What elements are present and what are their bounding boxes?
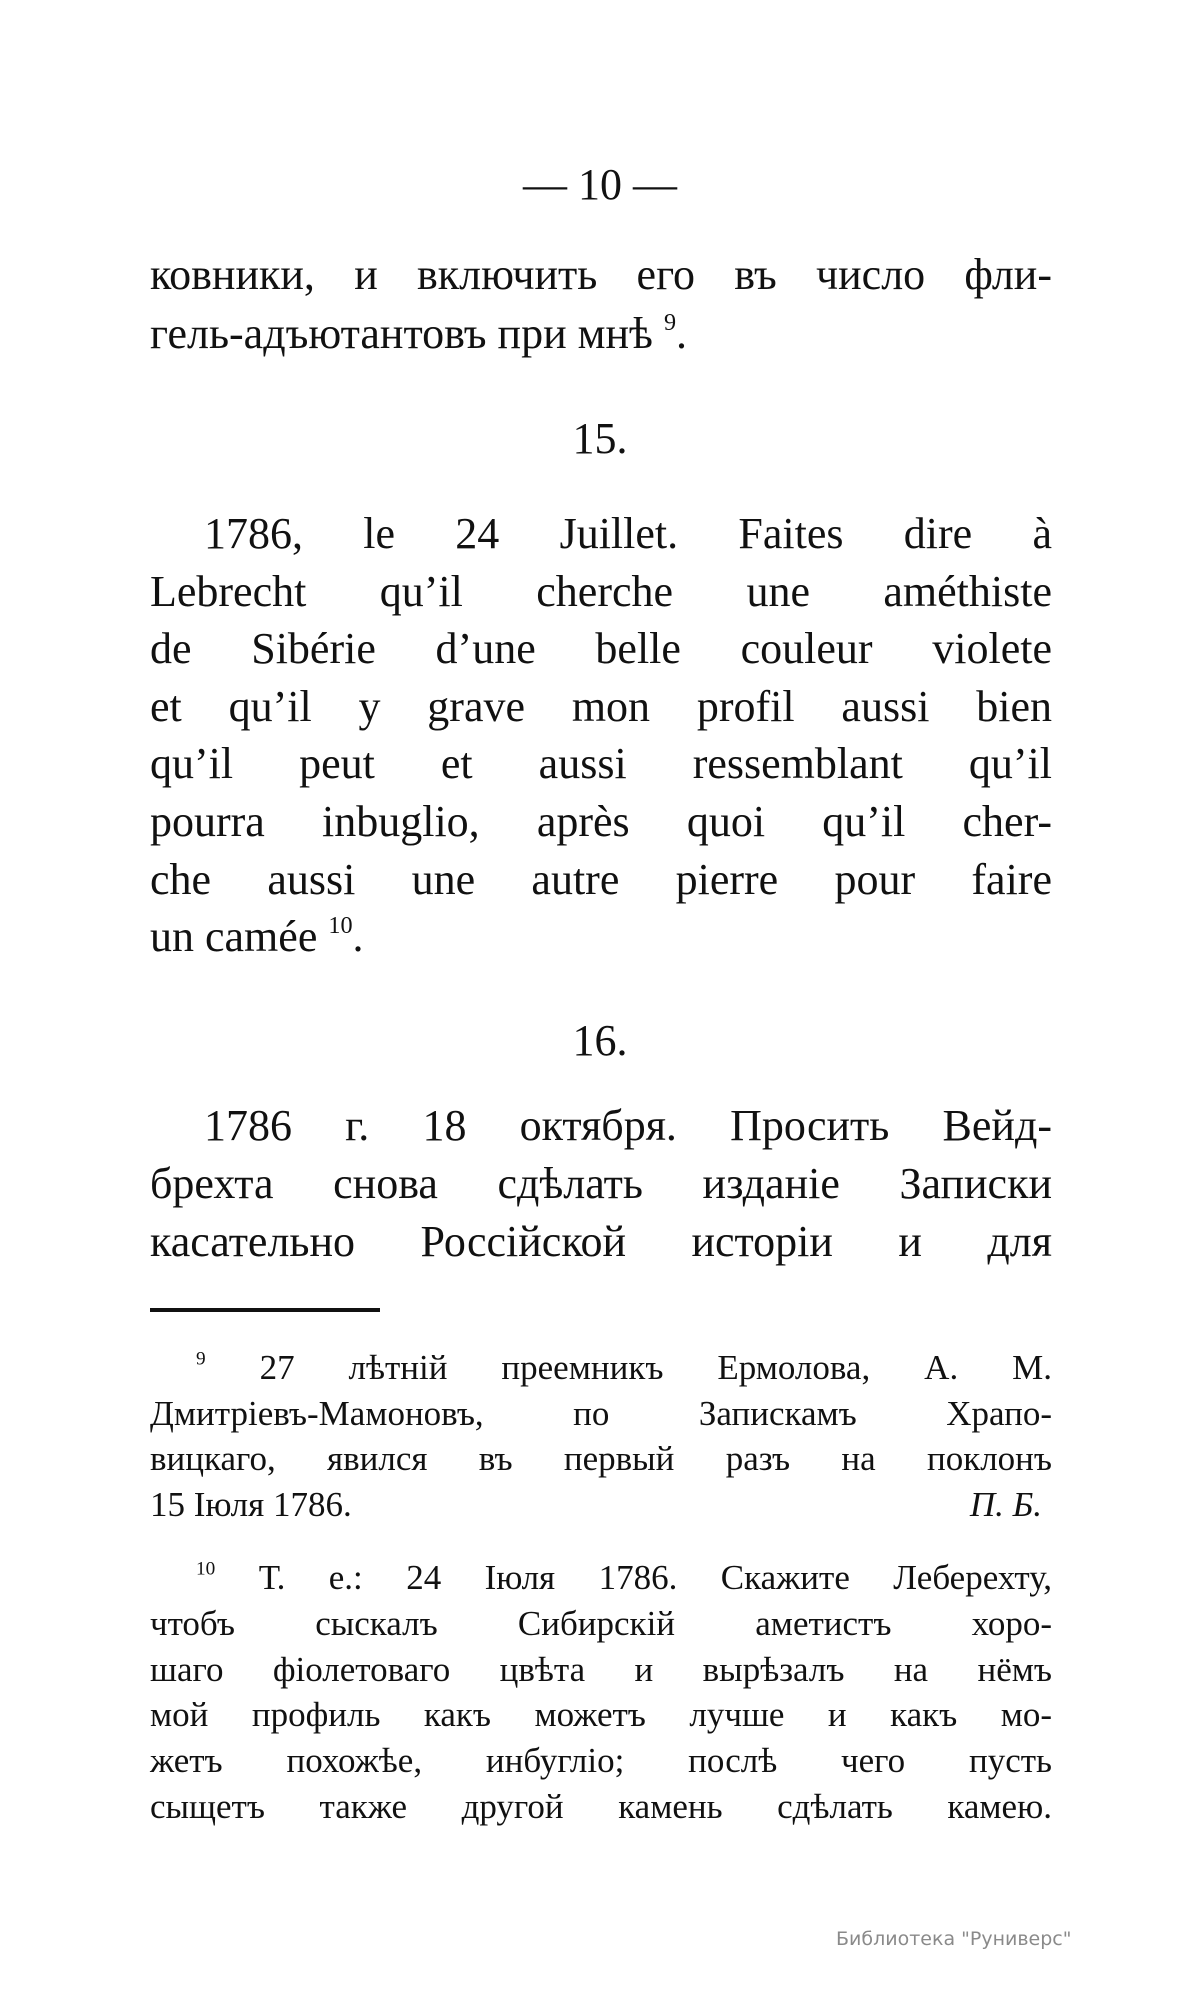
text-line xyxy=(150,304,1052,363)
entry-number-15: 15. xyxy=(572,414,628,463)
text-line: de Sibérie d’une belle couleur violete xyxy=(150,624,1052,674)
text-line-content: гель-адъютантовъ при мнѣ xyxy=(150,309,653,358)
punctuation: . xyxy=(676,309,688,358)
footnote-separator xyxy=(150,1308,380,1312)
page-number: — 10 — xyxy=(523,160,677,209)
entry-number-16: 16. xyxy=(572,1016,628,1065)
text-line: 1786 г. 18 октября. Просить Вейд- xyxy=(204,1101,1052,1150)
text-line: чтобъ сыскалъ Сибирскій аметистъ хоро- xyxy=(150,1603,1052,1643)
text-line: et qu’il y grave mon profil aussi bien xyxy=(150,681,1052,731)
text-line: сыщетъ также другой камень сдѣлать камею. xyxy=(150,1786,1052,1826)
footnote-marker: 10 xyxy=(196,1558,216,1580)
text-line-content: 15 Іюля 1786. xyxy=(150,1484,352,1524)
text-line xyxy=(150,1555,1052,1601)
text-line xyxy=(150,908,1052,966)
text-line: мой профиль какъ можетъ лучше и какъ мо- xyxy=(150,1695,1052,1735)
entry-15-paragraph xyxy=(150,505,1052,966)
entry-16-paragraph xyxy=(150,1097,1052,1271)
text-line xyxy=(150,1345,1052,1391)
text-line: pourra inbuglio, après quoi qu’il cher- xyxy=(150,796,1052,846)
text-line: касательно Россійской исторіи и для xyxy=(150,1217,1052,1266)
text-line: Дмитріевъ-Мамоновъ, по Запискамъ Храпо- xyxy=(150,1393,1052,1433)
footnote-10 xyxy=(150,1555,1052,1830)
text-line xyxy=(150,1482,1052,1528)
text-line: qu’il peut et aussi ressemblant qu’il xyxy=(150,739,1052,789)
text-line: вицкаго, явился въ первый разъ на поклонъ xyxy=(150,1439,1052,1478)
footnote-ref[interactable]: 9 xyxy=(663,308,677,336)
text-line-content: Т. е.: 24 Іюля 1786. Скажите Леберехту, xyxy=(258,1558,1052,1597)
text-line-content: un camée xyxy=(150,912,318,962)
footnote-ref[interactable]: 10 xyxy=(328,912,353,940)
text-line: 1786, le 24 Juillet. Faites dire à xyxy=(204,509,1052,558)
continuation-paragraph xyxy=(150,245,1052,363)
text-line-content: 27 лѣтній преемникъ Ермолова, А. М. xyxy=(259,1348,1053,1387)
footnote-9 xyxy=(150,1345,1052,1527)
footnote-marker: 9 xyxy=(196,1348,206,1370)
text-line: ковники, и включить его въ число фли- xyxy=(150,250,1052,299)
punctuation: . xyxy=(352,912,364,962)
text-line: шаго фіолетоваго цвѣта и вырѣзалъ на нёмъ xyxy=(150,1649,1052,1689)
text-line: жетъ похожѣе, инбугліо; послѣ чего пусть xyxy=(150,1741,1052,1781)
footnote-signature: П. Б. xyxy=(969,1484,1042,1524)
text-line: che aussi une autre pierre pour faire xyxy=(150,854,1052,904)
text-line: Lebrecht qu’il cherche une améthiste xyxy=(150,566,1052,616)
text-line: брехта снова сдѣлать изданіе Записки xyxy=(150,1159,1052,1208)
library-watermark: Библиотека "Руниверс" xyxy=(836,1928,1072,1950)
